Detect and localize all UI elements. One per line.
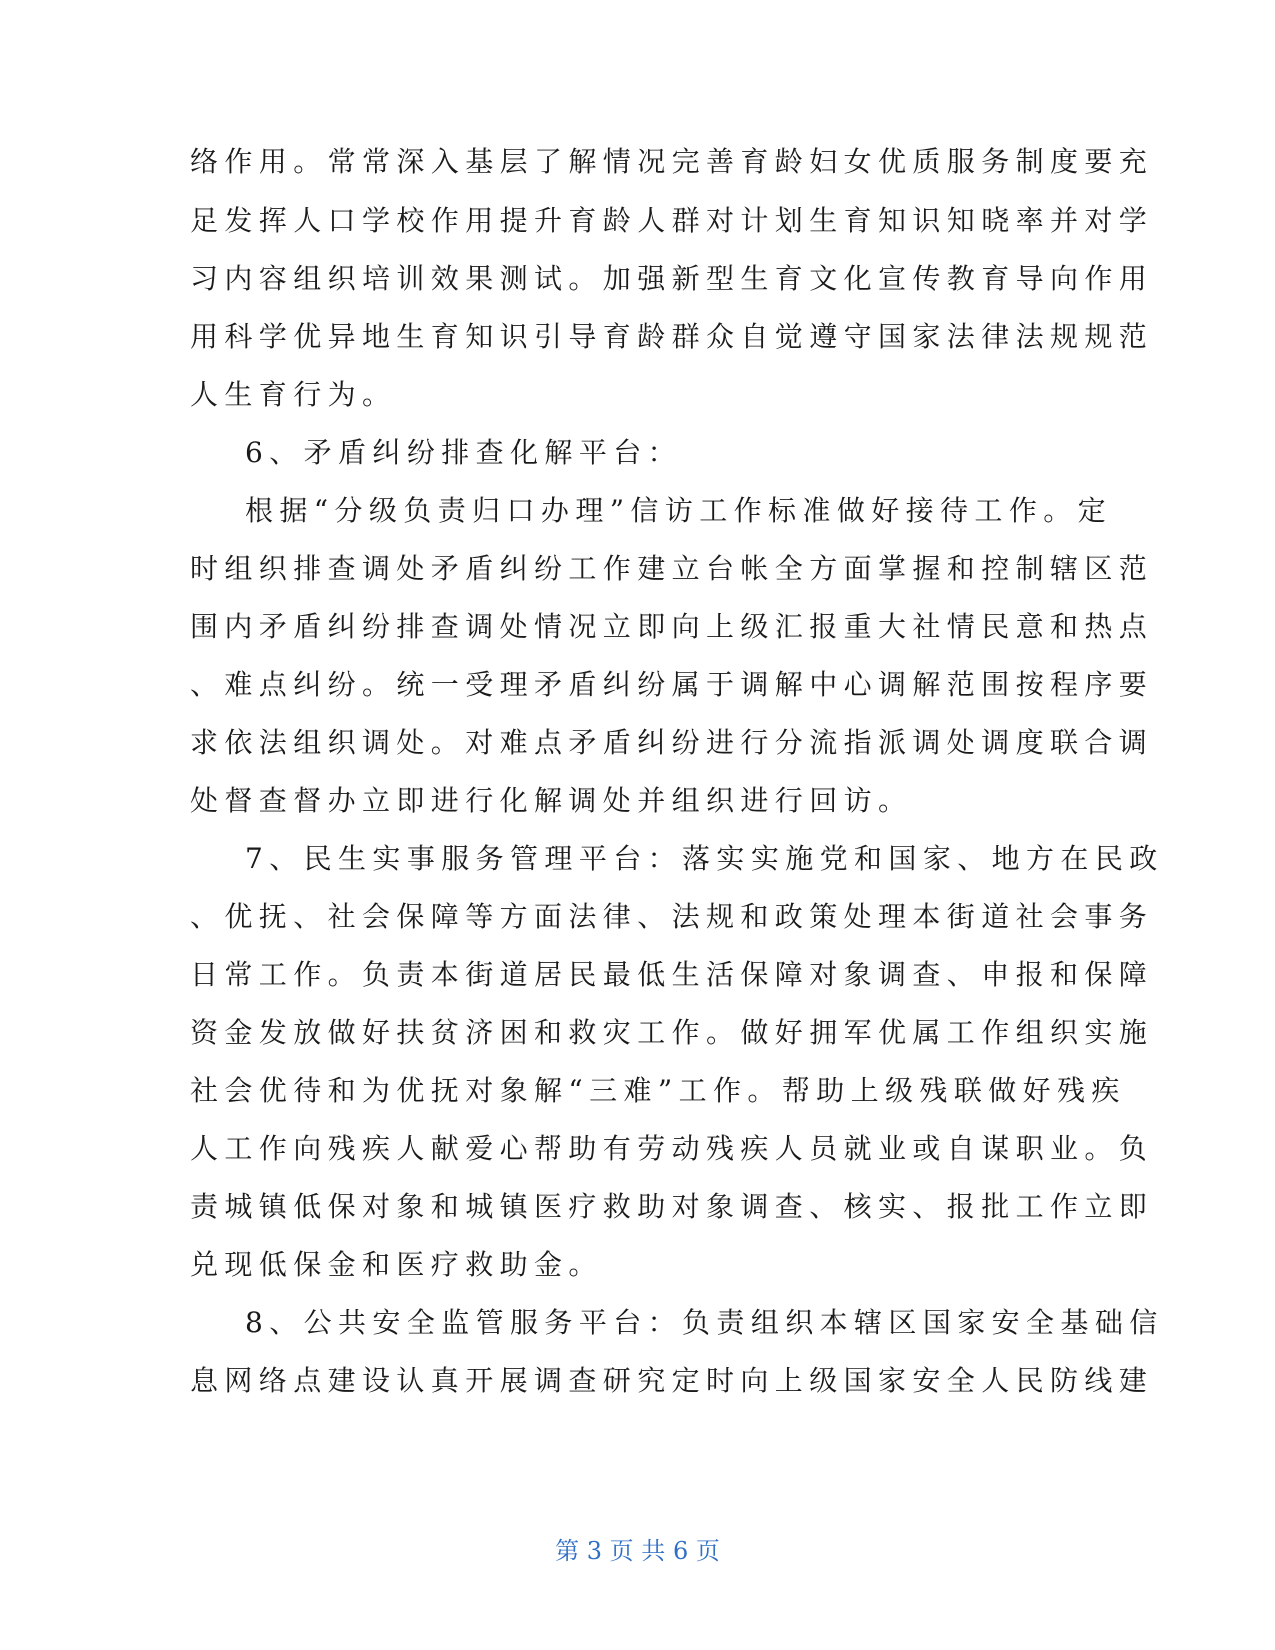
text-line: 足发挥人口学校作用提升育龄人群对计划生育知识知晓率并对学 [190,204,1154,237]
text-line: 人生育行为。 [190,378,397,411]
text-line: 、优抚、社会保障等方面法律、法规和政策处理本街道社会事务 [190,900,1154,933]
text-line: 责城镇低保对象和城镇医疗救助对象调查、核实、报批工作立即 [190,1190,1154,1223]
text-line: 时组织排查调处矛盾纠纷工作建立台帐全方面掌握和控制辖区范 [190,552,1154,585]
text-line: 人工作向残疾人献爱心帮助有劳动残疾人员就业或自谋职业。负 [190,1132,1154,1165]
text-line: 根据“分级负责归口办理”信访工作标准做好接待工作。定 [245,494,1113,527]
text-line: 社会优待和为优抚对象解“三难”工作。帮助上级残联做好残疾 [190,1074,1126,1107]
text-line: 习内容组织培训效果测试。加强新型生育文化宣传教育导向作用 [190,262,1154,295]
text-line: 兑现低保金和医疗救助金。 [190,1248,603,1281]
text-line: 7、民生实事服务管理平台：落实实施党和国家、地方在民政 [245,842,1164,875]
section-heading: 6、矛盾纠纷排查化解平台： [245,436,683,469]
text-line: 日常工作。负责本街道居民最低生活保障对象调查、申报和保障 [190,958,1154,991]
text-line: 用科学优异地生育知识引导育龄群众自觉遵守国家法律法规规范 [190,320,1154,353]
page-number: 第 3 页 共 6 页 [555,1537,720,1565]
text-line: 8、公共安全监管服务平台：负责组织本辖区国家安全基础信 [245,1306,1164,1339]
text-line: 处督查督办立即进行化解调处并组织进行回访。 [190,784,913,817]
text-line: 资金发放做好扶贫济困和救灾工作。做好拥军优属工作组织实施 [190,1016,1154,1049]
text-line: 求依法组织调处。对难点矛盾纠纷进行分流指派调处调度联合调 [190,726,1154,759]
text-line: 围内矛盾纠纷排查调处情况立即向上级汇报重大社情民意和热点 [190,610,1154,643]
text-line: 息网络点建设认真开展调查研究定时向上级国家安全人民防线建 [190,1364,1154,1397]
text-line: 络作用。常常深入基层了解情况完善育龄妇女优质服务制度要充 [190,145,1154,178]
text-line: 、难点纠纷。统一受理矛盾纠纷属于调解中心调解范围按程序要 [190,668,1154,701]
